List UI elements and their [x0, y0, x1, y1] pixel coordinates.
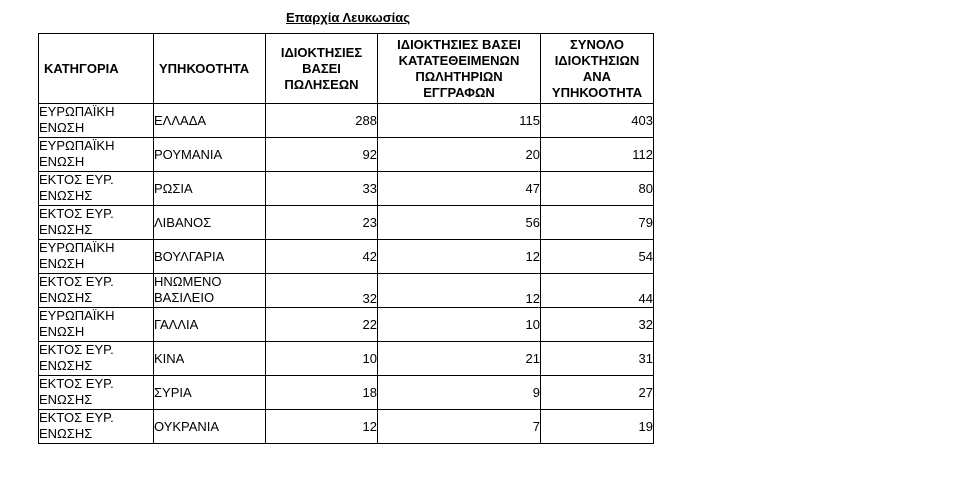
- table-header-row: [39, 34, 654, 104]
- deposit-cell: 115: [378, 104, 541, 138]
- header-nationality-label: ΥΠΗΚΟΟΤΗΤΑ: [159, 60, 250, 76]
- sales-cell: 22: [266, 308, 378, 342]
- category-line: ΕΚΤΟΣ ΕΥΡ.: [39, 342, 114, 357]
- category-cell: [39, 410, 154, 444]
- category-cell: [39, 104, 154, 138]
- document-title: Επαρχία Λευκωσίας: [286, 10, 410, 25]
- category-line: ΕΝΩΣΗΣ: [39, 222, 93, 237]
- header-nationality: [154, 34, 266, 104]
- category-line: ΕΝΩΣΗΣ: [39, 188, 93, 203]
- sales-cell: 288: [266, 104, 378, 138]
- category-cell: [39, 274, 154, 308]
- table-row: [39, 410, 654, 444]
- header-sales-line: ΒΑΣΕΙ: [302, 60, 341, 76]
- table-row: [39, 104, 654, 138]
- deposit-cell: 7: [378, 410, 541, 444]
- nationality-cell: [154, 138, 266, 172]
- total-cell: 32: [541, 308, 654, 342]
- category-cell: [39, 308, 154, 342]
- table-row: [39, 308, 654, 342]
- deposit-cell: 20: [378, 138, 541, 172]
- header-sales: [266, 34, 378, 104]
- sales-cell: 33: [266, 172, 378, 206]
- category-cell: [39, 240, 154, 274]
- category-line: ΕΝΩΣΗΣ: [39, 426, 93, 441]
- nationality-text: ΓΑΛΛΙΑ: [154, 316, 199, 332]
- nationality-cell: [154, 342, 266, 376]
- category-line: ΕΚΤΟΣ ΕΥΡ.: [39, 206, 114, 221]
- nationality-cell: [154, 376, 266, 410]
- category-cell: [39, 376, 154, 410]
- category-line: ΕΝΩΣΗ: [39, 120, 85, 135]
- header-deposit: [378, 34, 541, 104]
- category-line: ΕΚΤΟΣ ΕΥΡ.: [39, 376, 114, 391]
- sales-cell: 10: [266, 342, 378, 376]
- header-total-line: ΑΝΑ: [582, 68, 612, 84]
- category-line: ΕΝΩΣΗ: [39, 154, 85, 169]
- header-sales-line: ΠΩΛΗΣΕΩΝ: [284, 76, 359, 92]
- nationality-text: ΕΛΛΑΔΑ: [154, 112, 207, 128]
- nationality-text: ΟΥΚΡΑΝΙΑ: [154, 418, 220, 434]
- total-cell: 403: [541, 104, 654, 138]
- sales-cell: 12: [266, 410, 378, 444]
- category-cell: [39, 138, 154, 172]
- total-cell: 31: [541, 342, 654, 376]
- total-cell: 54: [541, 240, 654, 274]
- nationality-ownership-table: [38, 33, 654, 444]
- sales-cell: 23: [266, 206, 378, 240]
- total-cell: 27: [541, 376, 654, 410]
- nationality-text: ΚΙΝΑ: [154, 350, 185, 366]
- category-line: ΕΚΤΟΣ ΕΥΡ.: [39, 274, 114, 289]
- header-category-label: ΚΑΤΗΓΟΡΙΑ: [44, 60, 119, 76]
- header-total-line: ΙΔΙΟΚΤΗΣΙΩΝ: [554, 52, 640, 68]
- table-row: [39, 138, 654, 172]
- category-line: ΕΝΩΣΗΣ: [39, 290, 93, 305]
- deposit-cell: 10: [378, 308, 541, 342]
- total-cell: 79: [541, 206, 654, 240]
- nationality-line: ΒΑΣΙΛΕΙΟ: [154, 290, 215, 305]
- nationality-cell: [154, 410, 266, 444]
- category-line: ΕΥΡΩΠΑΪΚΗ: [39, 138, 115, 153]
- nationality-text: ΣΥΡΙΑ: [154, 384, 192, 400]
- total-cell: 80: [541, 172, 654, 206]
- nationality-cell: [154, 274, 266, 308]
- category-line: ΕΝΩΣΗ: [39, 256, 85, 271]
- header-deposit-line: ΕΓΓΡΑΦΩΝ: [423, 84, 495, 100]
- deposit-cell: 21: [378, 342, 541, 376]
- table-row: [39, 274, 654, 308]
- deposit-cell: 47: [378, 172, 541, 206]
- table-row: [39, 342, 654, 376]
- sales-cell: 42: [266, 240, 378, 274]
- nationality-text: ΛΙΒΑΝΟΣ: [154, 214, 212, 230]
- header-deposit-line: ΠΩΛΗΤΗΡΙΩΝ: [415, 68, 503, 84]
- deposit-cell: 12: [378, 240, 541, 274]
- category-line: ΕΝΩΣΗΣ: [39, 392, 93, 407]
- total-cell: 44: [541, 274, 654, 308]
- category-cell: [39, 206, 154, 240]
- category-line: ΕΥΡΩΠΑΪΚΗ: [39, 104, 115, 119]
- category-line: ΕΥΡΩΠΑΪΚΗ: [39, 308, 115, 323]
- table-row: [39, 206, 654, 240]
- category-line: ΕΥΡΩΠΑΪΚΗ: [39, 240, 115, 255]
- nationality-text: ΒΟΥΛΓΑΡΙΑ: [154, 248, 225, 264]
- sales-cell: 92: [266, 138, 378, 172]
- category-cell: [39, 172, 154, 206]
- sales-cell: 18: [266, 376, 378, 410]
- total-cell: 112: [541, 138, 654, 172]
- category-line: ΕΚΤΟΣ ΕΥΡ.: [39, 410, 114, 425]
- table-row: [39, 172, 654, 206]
- nationality-cell: [154, 172, 266, 206]
- deposit-cell: 12: [378, 274, 541, 308]
- header-sales-line: ΙΔΙΟΚΤΗΣΙΕΣ: [280, 44, 363, 60]
- category-cell: [39, 342, 154, 376]
- table-row: [39, 376, 654, 410]
- header-deposit-line: ΙΔΙΟΚΤΗΣΙΕΣ ΒΑΣΕΙ: [397, 36, 521, 52]
- header-total: [541, 34, 654, 104]
- header-deposit-line: ΚΑΤΑΤΕΘΕΙΜΕΝΩΝ: [398, 52, 520, 68]
- nationality-cell: [154, 206, 266, 240]
- deposit-cell: 9: [378, 376, 541, 410]
- nationality-cell: [154, 104, 266, 138]
- deposit-cell: 56: [378, 206, 541, 240]
- header-category: [39, 34, 154, 104]
- nationality-text: ΡΩΣΙΑ: [154, 180, 193, 196]
- nationality-line: ΗΝΩΜΕΝΟ: [154, 274, 222, 289]
- table-row: [39, 240, 654, 274]
- category-line: ΕΝΩΣΗ: [39, 324, 85, 339]
- category-line: ΕΚΤΟΣ ΕΥΡ.: [39, 172, 114, 187]
- total-cell: 19: [541, 410, 654, 444]
- category-line: ΕΝΩΣΗΣ: [39, 358, 93, 373]
- header-total-line: ΥΠΗΚΟΟΤΗΤΑ: [551, 84, 643, 100]
- nationality-cell: [154, 308, 266, 342]
- nationality-cell: [154, 240, 266, 274]
- sales-cell: 32: [266, 274, 378, 308]
- header-total-line: ΣΥΝΟΛΟ: [569, 36, 625, 52]
- nationality-text: ΡΟΥΜΑΝΙΑ: [154, 146, 223, 162]
